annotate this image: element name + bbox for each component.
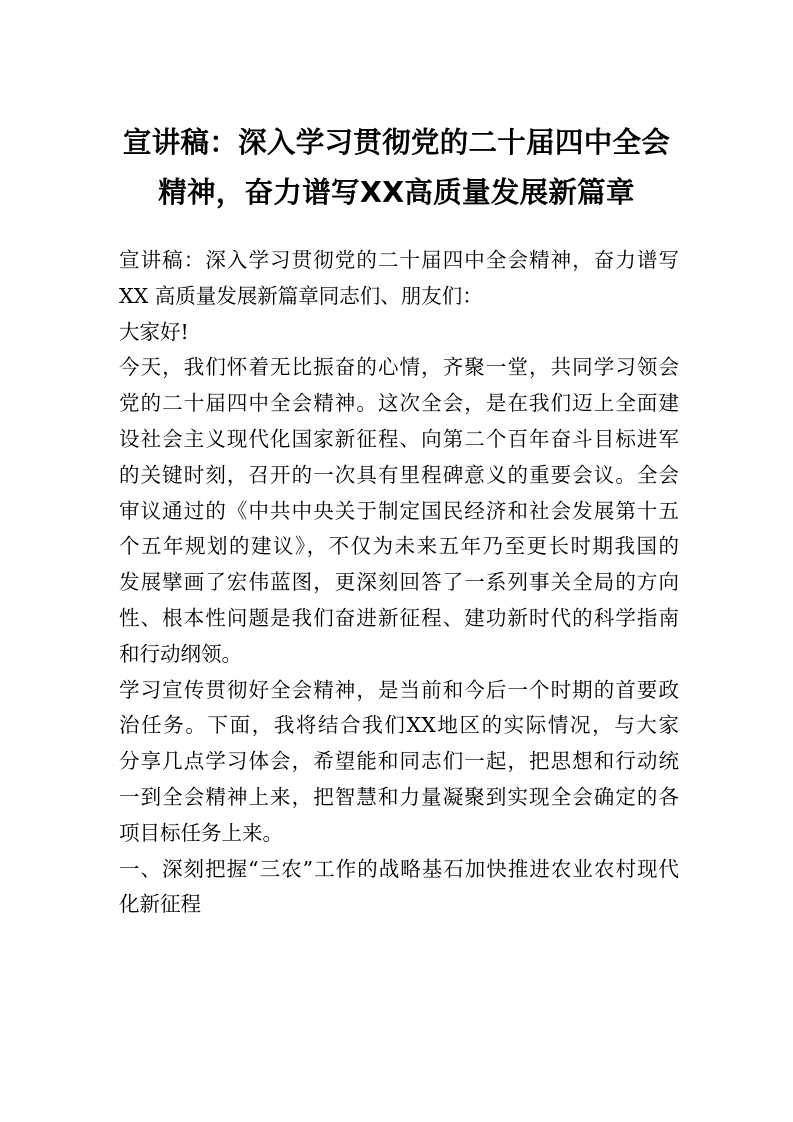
text-line: 审议通过的《中共中央关于制定国民经济和社会发展第十五	[119, 498, 679, 523]
text-line: 治任务。下面，我将结合我们XX地区的实际情况，与大家	[119, 713, 679, 738]
title-line-1: 宣讲稿：深入学习贯彻党的二十届四中全会	[122, 126, 671, 159]
text-line: 和行动纲领。	[119, 641, 242, 666]
paragraph-greeting	[119, 315, 679, 351]
paragraph-study	[119, 673, 679, 852]
text-line: 分享几点学习体会，希望能和同志们一起，把思想和行动统	[119, 749, 679, 774]
text-line: 宣讲稿：深入学习贯彻党的二十届四中全会精神，奋力谱写	[119, 248, 679, 272]
document-body	[119, 243, 679, 923]
text-line: 一到全会精神上来，把智慧和力量凝聚到实现全会确定的各	[119, 784, 679, 809]
title-line-2: 精神，奋力谱写XX高质量发展新篇章	[158, 176, 635, 209]
text-line: 个五年规划的建议》，不仅为未来五年乃至更长时期我国的	[119, 534, 679, 559]
text-line: 的关键时刻，召开的一次具有里程碑意义的重要会议。全会	[119, 462, 679, 487]
text-line: 性、根本性问题是我们奋进新征程、建功新时代的科学指南	[119, 605, 679, 630]
text-line: 设社会主义现代化国家新征程、向第二个百年奋斗目标进军	[119, 426, 679, 451]
text-line: 大家好!	[119, 319, 189, 344]
text-line: 化新征程	[119, 892, 201, 917]
text-line: 学习宣传贯彻好全会精神，是当前和今后一个时期的首要政	[119, 677, 679, 702]
paragraph-opening	[119, 350, 679, 672]
section-heading-1	[119, 852, 679, 924]
paragraph-heading-intro	[119, 243, 679, 315]
text-line: 今天，我们怀着无比振奋的心情，齐聚一堂，共同学习领会	[119, 355, 679, 380]
text-line: 项目标任务上来。	[119, 820, 283, 845]
text-line: 党的二十届四中全会精神。这次全会，是在我们迈上全面建	[119, 391, 679, 416]
document-title	[110, 118, 683, 218]
text-line: 一、深刻把握“三农”工作的战略基石加快推进农业农村现代	[119, 856, 679, 881]
text-line: XX 高质量发展新篇章同志们、朋友们：	[119, 283, 483, 308]
text-line: 发展擘画了宏伟蓝图，更深刻回答了一系列事关全局的方向	[119, 570, 679, 595]
